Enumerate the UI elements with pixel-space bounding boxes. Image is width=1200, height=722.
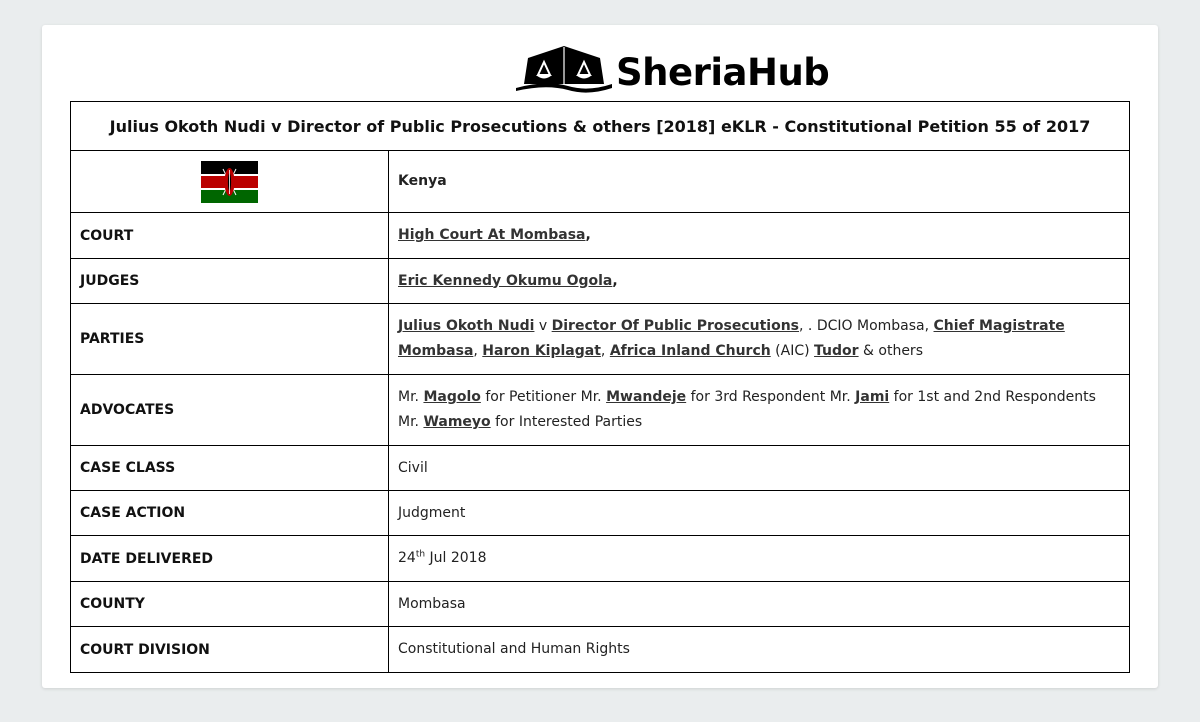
case-class-label: CASE CLASS xyxy=(71,446,389,491)
date-delivered-row xyxy=(71,536,1130,582)
party-link[interactable]: Haron Kiplagat xyxy=(482,343,601,359)
judges-label: JUDGES xyxy=(71,259,389,304)
advocate-link[interactable]: Mwandeje xyxy=(606,389,687,405)
parties-text: v xyxy=(534,318,552,334)
title-row xyxy=(71,102,1130,151)
case-action-label: CASE ACTION xyxy=(71,491,389,536)
county-label: COUNTY xyxy=(71,582,389,627)
case-action-value: Judgment xyxy=(389,491,1130,536)
case-class-row xyxy=(71,446,1130,491)
court-division-value: Constitutional and Human Rights xyxy=(389,627,1130,673)
case-action-row xyxy=(71,491,1130,536)
advocate-link[interactable]: Jami xyxy=(855,389,890,405)
case-class-value: Civil xyxy=(389,446,1130,491)
date-delivered-value xyxy=(389,536,1130,582)
advocate-link[interactable]: Wameyo xyxy=(423,414,491,430)
court-label: COURT xyxy=(71,213,389,259)
county-value: Mombasa xyxy=(389,582,1130,627)
advocates-label: ADVOCATES xyxy=(71,375,389,446)
judges-value xyxy=(389,259,1130,304)
court-row xyxy=(71,213,1130,259)
party-link[interactable]: Julius Okoth Nudi xyxy=(398,318,535,334)
kenya-flag-icon xyxy=(201,174,258,190)
court-value xyxy=(389,213,1130,259)
party-link[interactable]: Chief Magistrate Mombasa xyxy=(398,318,1065,359)
court-suffix: , xyxy=(585,227,591,243)
party-link[interactable]: Director Of Public Prosecutions xyxy=(551,318,800,334)
scales-of-justice-icon xyxy=(516,44,614,94)
county-row xyxy=(71,582,1130,627)
advocates-text: for Petitioner Mr. xyxy=(480,389,607,405)
date-delivered-label: DATE DELIVERED xyxy=(71,536,389,582)
advocates-text: Mr. xyxy=(398,389,424,405)
parties-value xyxy=(389,304,1130,375)
advocates-row xyxy=(71,375,1130,446)
party-link[interactable]: Tudor xyxy=(814,343,859,359)
country-name: Kenya xyxy=(389,151,1130,213)
parties-label: PARTIES xyxy=(71,304,389,375)
country-row xyxy=(71,151,1130,213)
judges-suffix: , xyxy=(612,272,618,289)
advocates-text: for Interested Parties xyxy=(490,414,643,430)
party-link[interactable]: Africa Inland Church xyxy=(609,343,771,359)
case-card xyxy=(42,25,1158,688)
parties-text: , xyxy=(600,343,610,359)
advocate-link[interactable]: Magolo xyxy=(423,389,481,405)
parties-text: , . DCIO Mombasa, xyxy=(799,318,934,334)
parties-text: (AIC) xyxy=(770,343,815,359)
date-month-year: Jul 2018 xyxy=(425,550,487,566)
brand-name: SheriaHub xyxy=(616,50,830,94)
court-link[interactable]: High Court At Mombasa xyxy=(398,227,586,243)
judge-link[interactable]: Eric Kennedy Okumu Ogola xyxy=(398,272,613,289)
flag-cell xyxy=(71,151,389,213)
date-day: 24 xyxy=(398,550,416,566)
case-metadata-table xyxy=(70,101,1130,673)
court-division-label: COURT DIVISION xyxy=(71,627,389,673)
parties-row xyxy=(71,304,1130,375)
judges-row xyxy=(71,259,1130,304)
parties-text: & others xyxy=(858,343,923,359)
court-division-row xyxy=(71,627,1130,673)
advocates-text: for 1st and 2nd Respondents Mr. xyxy=(398,389,1096,430)
advocates-value xyxy=(389,375,1130,446)
parties-text: , xyxy=(473,343,483,359)
advocates-text: for 3rd Respondent Mr. xyxy=(686,389,856,405)
case-title: Julius Okoth Nudi v Director of Public Prosecutions & others [2018] eKLR - Constitutional Petition 55 of 2017 xyxy=(71,102,1130,151)
date-ordinal: th xyxy=(415,549,426,560)
sheriahub-logo[interactable] xyxy=(516,43,829,95)
